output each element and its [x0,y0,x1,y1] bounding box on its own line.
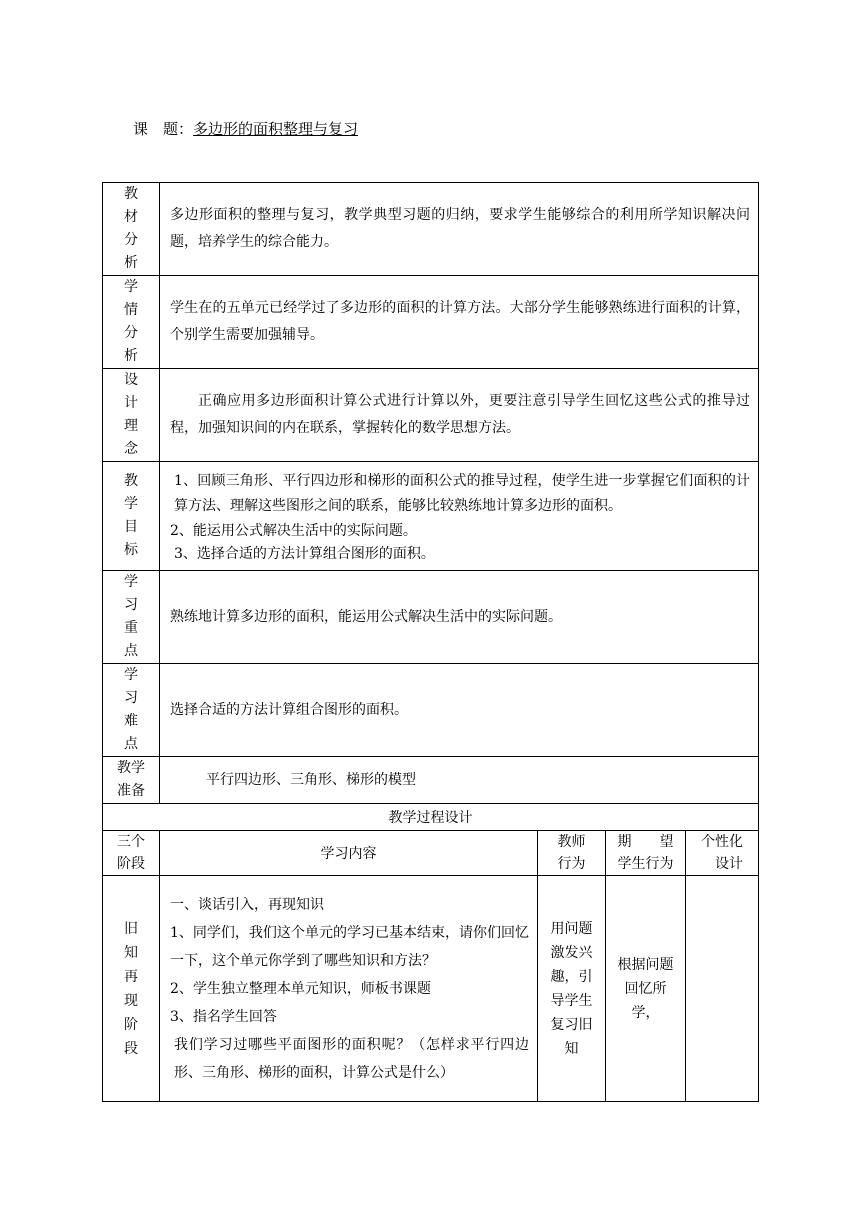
section-content: 熟练地计算多边形的面积，能运用公式解决生活中的实际问题。 [160,571,759,664]
section-content: 选择合适的方法计算组合图形的面积。 [160,664,759,757]
section-label: 教 材 分 析 [103,183,160,276]
personal-design [686,876,759,1102]
process-title: 教学过程设计 [103,804,759,831]
header-stage: 三个 阶段 [103,831,160,876]
section-content: 平行四边形、三角形、梯形的模型 [160,757,759,804]
section-label: 教 学 目 标 [103,462,160,571]
section-label: 设 计 理 念 [103,369,160,462]
title-label: 课 题： [133,120,194,138]
stage-content: 一、谈话引入，再现知识 1、同学们，我们这个单元的学习已基本结束，请你们回忆一下，这个单元你学到了哪些知识和方法？ 2、学生独立整理本单元知识，师板书课题 3、指名学生回答 我们学习过哪些平面图形的面积呢？（怎样求平行四边形、三角形、梯形的面积，计算公式是什么） [160,876,538,1102]
lesson-title [133,118,366,139]
section-label: 学 情 分 析 [103,276,160,369]
title-topic: 多边形的面积整理与复习 [193,120,359,138]
section-row-key-points [103,571,759,664]
process-header-row [103,831,759,876]
process-stage-row [103,876,759,1102]
section-label: 学 习 难 点 [103,664,160,757]
section-row-material [103,183,759,276]
section-row-student [103,276,759,369]
section-content: 正确应用多边形面积计算公式进行计算以外，更要注意引导学生回忆这些公式的推导过程，加强知识间的内在联系，掌握转化的数学思想方法。 [160,369,759,462]
section-label: 学 习 重 点 [103,571,160,664]
teacher-behavior: 用问题 激发兴 趣，引 导学生 复习旧 知 [538,876,606,1102]
student-behavior: 根据问题 回忆所 学， [606,876,686,1102]
process-title-row [103,804,759,831]
header-teacher: 教师 行为 [538,831,606,876]
header-student: 期 望 学生行为 [606,831,686,876]
section-row-preparation [103,757,759,804]
lesson-plan-table [102,182,759,1102]
section-label: 教学 准备 [103,757,160,804]
header-content: 学习内容 [160,831,538,876]
section-content: 1、回顾三角形、平行四边形和梯形的面积公式的推导过程，使学生进一步掌握它们面积的计算方法、理解这些图形之间的联系，能够比较熟练地计算多边形的面积。 2、能运用公式解决生活中的实际问题。 3、选择合适的方法计算组合图形的面积。 [160,462,759,571]
section-row-design [103,369,759,462]
section-row-goals [103,462,759,571]
section-content: 学生在的五单元已经学过了多边形的面积的计算方法。大部分学生能够熟练进行面积的计算，个别学生需要加强辅导。 [160,276,759,369]
section-content: 多边形面积的整理与复习，教学典型习题的归纳，要求学生能够综合的利用所学知识解决问题，培养学生的综合能力。 [160,183,759,276]
stage-label: 旧 知 再 现 阶 段 [103,876,160,1102]
header-personal: 个性化 设计 [686,831,759,876]
section-row-difficulties [103,664,759,757]
